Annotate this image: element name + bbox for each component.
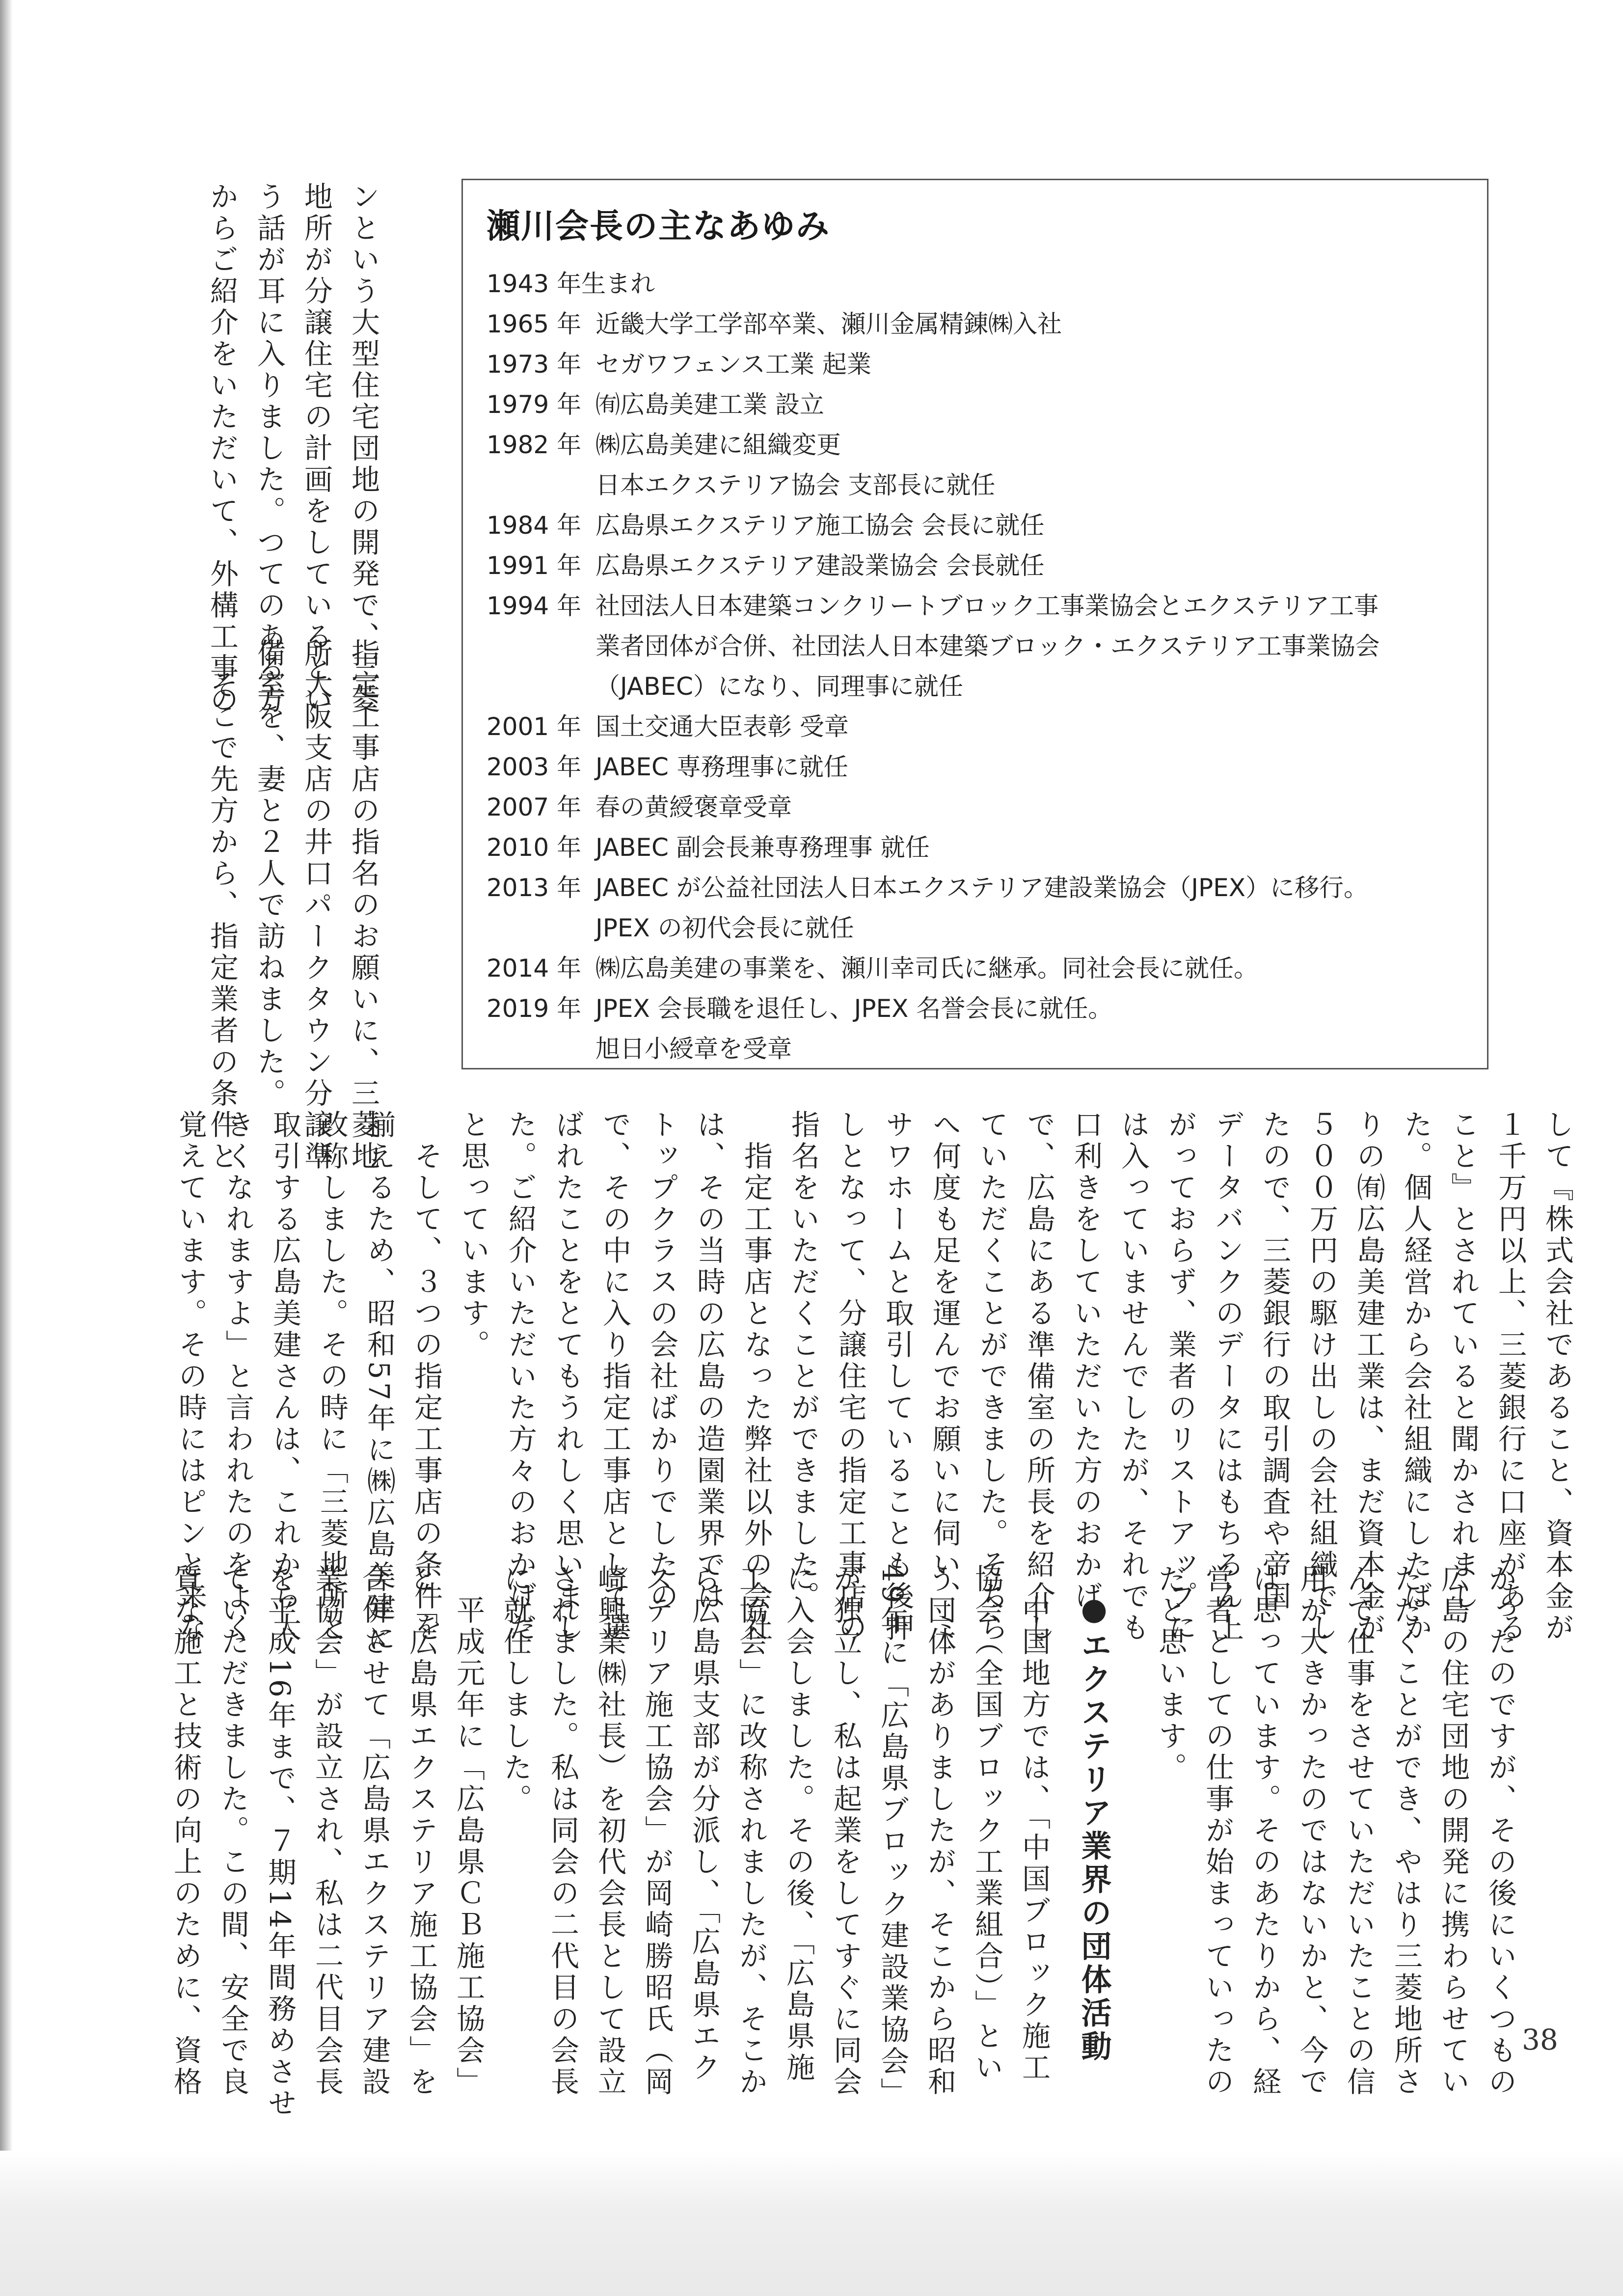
timeline-entry	[487, 868, 1473, 908]
timeline-text: 近畿大学工学部卒業、瀬川金属精錬㈱入社	[595, 310, 1062, 338]
timeline-entry-continued	[487, 626, 1473, 666]
timeline-text: 社団法人日本建築コンクリートブロック工事業協会とエクステリア工事	[595, 592, 1379, 620]
timeline-year: 1979 年	[487, 390, 582, 419]
timeline-year: 1994 年	[487, 592, 582, 620]
body-text-lower-left-a: かったのですが、その後にいくつもの 広島の住宅団地の開発に携わらせてい ただくことができ、やはり三菱地所さ んで仕事をさせていただいたことの信 用が大きかったのではないかと、今で は思っています。そのあたりから、経 営者としての仕事が始まっていったの だと思います。	[1154, 1564, 1517, 2098]
timeline-entry	[487, 827, 1473, 868]
timeline-text: （JABEC）になり、同理事に就任	[595, 672, 963, 701]
timeline-entry	[487, 384, 1473, 425]
timeline-text: 春の黄綬褒章受章	[595, 793, 792, 821]
timeline-text: 広島県エクステリア施工協会 会長に就任	[595, 511, 1045, 540]
section-heading: ●エクステリア業界の団体活動	[1076, 1591, 1112, 2064]
timeline-year: 2003 年	[487, 753, 582, 781]
timeline-entry	[487, 586, 1473, 626]
timeline-year: 2007 年	[487, 793, 582, 821]
timeline-entry	[487, 787, 1473, 827]
timeline-year: 1965 年	[487, 310, 582, 338]
timeline-year: 1973 年	[487, 350, 582, 379]
page-number: 38	[1522, 2023, 1558, 2056]
timeline-entry	[487, 948, 1473, 988]
timeline-entry	[487, 264, 1473, 304]
timeline-year: 1984 年	[487, 511, 582, 540]
timeline-text: JABEC 専務理事に就任	[595, 753, 848, 781]
timeline-text: 旭日小綬章を受章	[595, 1035, 792, 1063]
timeline-year: 2014 年	[487, 954, 582, 983]
timeline-text: セガワフェンス工業 起業	[595, 350, 871, 379]
timeline-year: 2019 年	[487, 994, 582, 1023]
timeline-year: 1943 年生まれ	[487, 270, 655, 298]
timeline-entry-continued	[487, 666, 1473, 707]
timeline-entry	[487, 747, 1473, 787]
body-text-lower-left-b: 中国地方では、「中国ブロック施工 協会（全国ブロック工業組合）」とい う団体がありましたが、そこから昭和 49年に「広島県ブロック建設業協会」 が独立し、私は起業をしてすぐに同会 に入会しました。その後、「広島県施 工協会」に改称されましたが、そこか ら広島県支部が分派し、「広島県エク ステリア施工協会」が岡崎勝昭氏（岡 崎興業㈱社長）を初代会長として設立 されました。私は同会の二代目の会長 に就任しました。 平成元年に「広島県ＣＢ施工協会」 と「広島県エクステリア施工協会」を 合併させて「広島県エクステリア建設 業協会」が設立され、私は二代目会長 を平成16年まで、７期14年間務めさせ ていただきました。この間、安全で良 質な施工と技術の向上のために、資格	[169, 1564, 1051, 2120]
timeline-text: JABEC 副会長兼専務理事 就任	[595, 833, 930, 862]
scan-bottom-shadow	[0, 2151, 1623, 2296]
career-timeline-box	[461, 179, 1488, 1069]
timeline-entry	[487, 988, 1473, 1029]
timeline-entry	[487, 707, 1473, 747]
timeline-entry-continued	[487, 465, 1473, 505]
timeline-text: ㈱広島美建に組織変更	[595, 431, 841, 459]
body-text-lower-right: して『株式会社であること、資本金が １千万円以上、三菱銀行に口座がある こと』とされていると聞かされまし た。個人経営から会社組織にしたばか りの㈲広島美建工業は、まだ資本金が ５００万円の駆け出しの会社組織でし たので、三菱銀行の取引調査や帝国 データバンクのデータにはもちろん上 がっておらず、業者のリストアップに は入っていませんでしたが、それでも 口利きをしていただいた方のおかげ で、広島にある準備室の所長を紹介し ていただくことができました。そちら へ何度も足を運んでお願いに伺い、ミ サワホームと取引していることも後押 しとなって、分譲住宅の指定工事店の 指名をいただくことができました。 指定工事店となった弊社以外の会社 は、その当時の広島の造園業界では トップクラスの会社ばかりでしたの で、その中に入り指定工事店として選 ばれたことをとてもうれしく思いまし た。ご紹介いただいた方々のおかげだ と思っています。 そして、３つの指定工事店の条件を 揃えるため、昭和57年に㈱広島美建に 改称しました。その時に「三菱地所と 取引する広島美建さんは、これから大 きくなれますよ」と言われたのをよく 覚えています。その時にはピンと来な	[174, 1110, 1574, 1655]
timeline-text: 日本エクステリア協会 支部長に就任	[595, 471, 996, 499]
timeline-entry	[487, 344, 1473, 384]
timeline-year: 2013 年	[487, 874, 582, 902]
timeline-year: 1991 年	[487, 551, 582, 580]
timeline-text: 業者団体が合併、社団法人日本建築ブロック・エクステリア工事業協会	[595, 632, 1380, 660]
timeline-text: 広島県エクステリア建設業協会 会長就任	[595, 551, 1045, 580]
timeline-text: 国土交通大臣表彰 受章	[595, 712, 849, 741]
timeline-text: ㈱広島美建の事業を、瀬川幸司氏に継承。同社会長に就任。	[595, 954, 1258, 983]
timeline-entry	[487, 304, 1473, 344]
timeline-text: JABEC が公益社団法人日本エクステリア建設業協会（JPEX）に移行。	[595, 874, 1369, 902]
scan-edge-shadow	[0, 0, 13, 2296]
timeline-title: 瀬川会長の主なあゆみ	[487, 207, 831, 246]
timeline-text: ㈲広島美建工業 設立	[595, 390, 824, 419]
timeline-list	[487, 264, 1473, 1069]
body-text-upper-left-bottom: 指定工事店の指名のお願いに、三菱地 所大阪支店の井口パークタウン分譲準 備室を、妻と２人で訪ねました。 そこで先方から、指定業者の条件と	[205, 638, 380, 1173]
body-text-upper-left-top: ンという大型住宅団地の開発で、三菱 地所が分譲住宅の計画をしているとい う話が耳に入りました。つてのある方 からご紹介をいただいて、外構工事の	[205, 182, 380, 716]
timeline-text	[595, 264, 1473, 304]
timeline-entry-continued	[487, 908, 1473, 948]
timeline-entry	[487, 546, 1473, 586]
timeline-year: 2001 年	[487, 712, 582, 741]
timeline-text: JPEX 会長職を退任し、JPEX 名誉会長に就任。	[595, 994, 1113, 1023]
timeline-entry	[487, 425, 1473, 465]
timeline-year: 2010 年	[487, 833, 582, 862]
timeline-entry-continued	[487, 1029, 1473, 1069]
timeline-year: 1982 年	[487, 431, 582, 459]
timeline-text: JPEX の初代会長に就任	[595, 914, 854, 942]
timeline-entry	[487, 505, 1473, 546]
